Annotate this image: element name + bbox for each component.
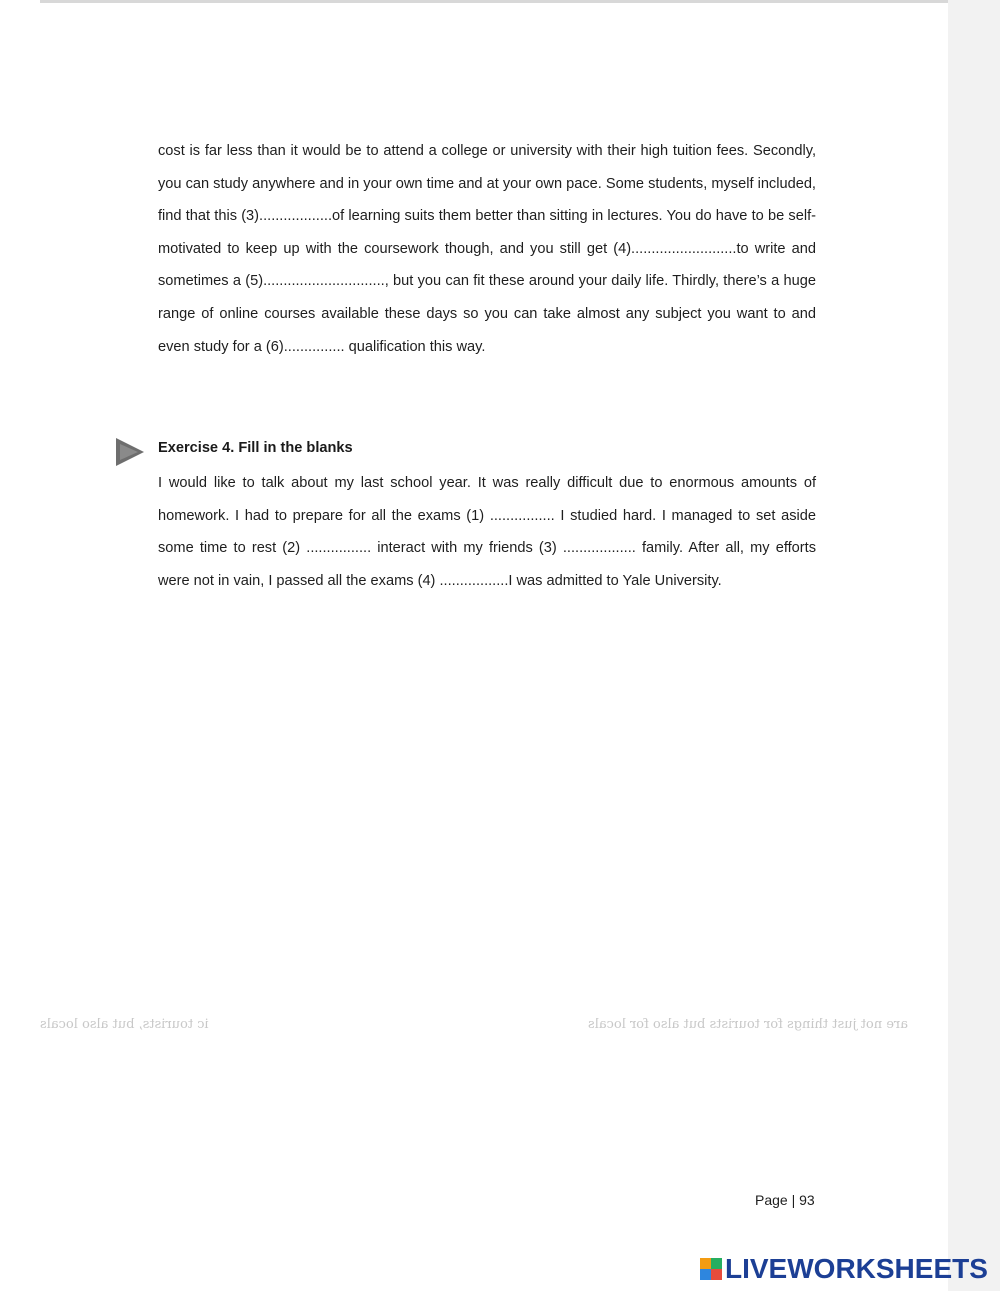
page-number: Page | 93 <box>755 1192 815 1208</box>
exercise-4-paragraph: I would like to talk about my last school year. It was really difficult due to enormous amounts of homework. I had to prepare for all the exams (1) ................ I studied hard. I managed to set aside some time to rest (2) ................ interact with my friends (3) .................. family. After all, my efforts were not in vain, I passed all the exams (4) .................I was admitted to Yale University. <box>158 475 816 589</box>
exercise-4-heading: Exercise 4. Fill in the blanks <box>158 440 353 456</box>
brand-name: LIVEWORKSHEETS <box>725 1253 988 1284</box>
bleed-through-text-left: ic tourists, but also locals <box>40 1017 209 1032</box>
play-arrow-icon <box>114 436 146 468</box>
brand-mark-icon <box>700 1258 722 1280</box>
scan-right-margin <box>948 0 1000 1291</box>
passage-paragraph: cost is far less than it would be to attend a college or university with their high tuition fees. Secondly, you can study anywhere and in your own time and at your own pace. Some students, myself included, find that this (3)..................of learning suits them better than sitting in lectures. You do have to be self-motivated to keep up with the coursework though, and you still get (4)..........................to write and sometimes a (5).............................., but you can fit these around your daily life. Thirdly, there’s a huge range of online courses available these days so you can take almost any subject you want to and even study for a (6)............... qualification this way. <box>158 143 816 355</box>
liveworksheets-logo <box>700 1252 988 1286</box>
bleed-through-text-right: are not just things for tourists but also for locals <box>588 1017 908 1032</box>
scan-left-margin <box>0 0 40 1291</box>
scan-top-edge <box>40 0 950 3</box>
